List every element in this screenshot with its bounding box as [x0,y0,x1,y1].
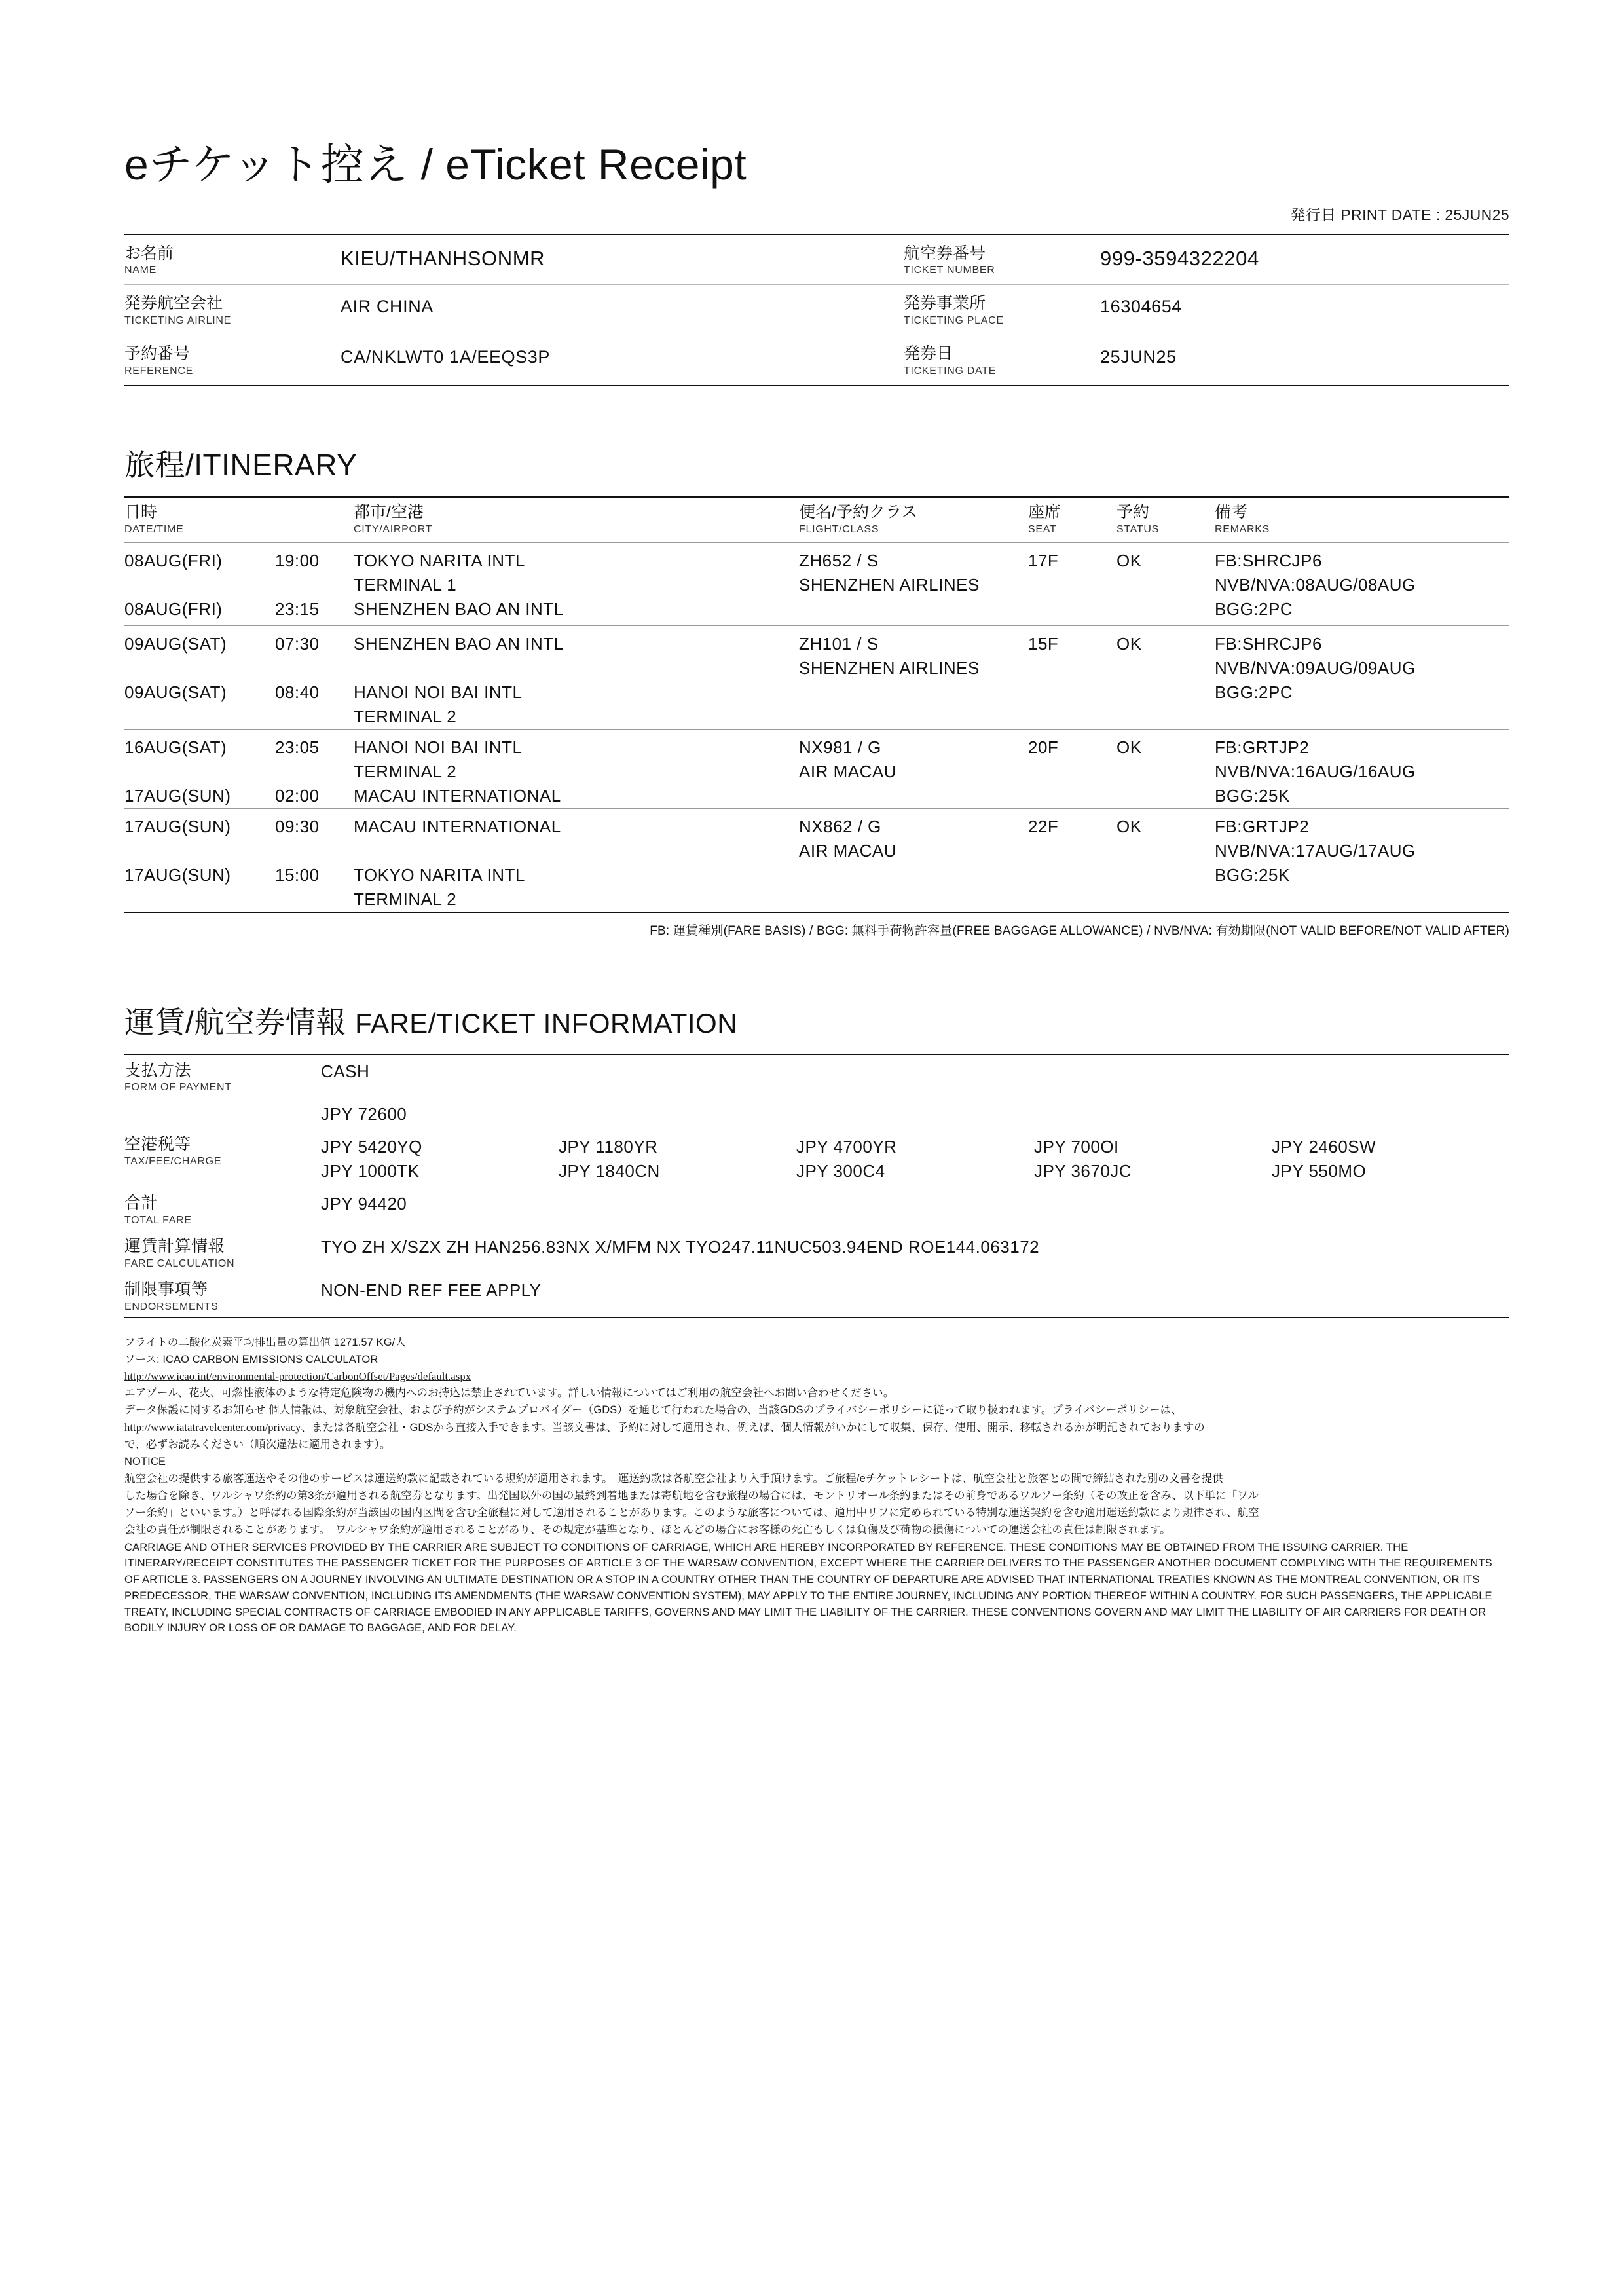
itinerary-segment [124,808,1509,912]
base-fare-value: JPY 72600 [321,1104,407,1124]
jp-notice-line-3: ソー条約」といいます。）と呼ばれる国際条約が当該国の国内区間を含む全旅程に対して適用されることがあります。このような旅客については、適用中リフに定められている特別な運送契約を含む適用運送約款により規律され、航空 [124,1506,1259,1519]
column-city-airport: 都市/空港 CITY/AIRPORT [354,502,433,535]
arrival-date: 17AUG(SUN) [124,864,231,885]
page-title-separator: / [408,140,446,189]
segment-arrival-terminal-row [124,887,1509,912]
operating-carrier: AIR MACAU [799,761,896,781]
reference-label: 予約番号 REFERENCE [124,344,193,377]
remark-validity: NVB/NVA:16AUG/16AUG [1215,761,1416,781]
itinerary-segment [124,542,1509,625]
dangerous-goods-notice: エアゾール、花火、可燃性液体のような特定危険物の機内へのお持込は禁止されています。詳しい情報についてはご利用の航空会社へお問い合わせください。 [124,1387,895,1399]
ticketing-airline-label: 発券航空会社 TICKETING AIRLINE [124,294,232,327]
departure-terminal [354,656,799,680]
booking-status: OK [1116,550,1142,570]
departure-date: 08AUG(FRI) [124,550,223,570]
fare-row-total [124,1187,1509,1231]
tax-item: JPY 1180YR [559,1137,658,1157]
departure-terminal [354,839,799,863]
remark-fare-basis: FB:GRTJP2 [1215,816,1310,836]
privacy-line-1: データ保護に関するお知らせ 個人情報は、対象航空会社、および予約がシステムプロバイダー（GDS）を通じて行われた場合の、当該GDSのプライバシーポリシーに従って取り扱われます。プライバシーポリシーは、 [124,1404,1182,1416]
co2-line-2: ソース: ICAO CARBON EMISSIONS CALCULATOR [124,1353,378,1365]
total-fare-value: JPY 94420 [321,1194,407,1214]
fare-row-endorsements [124,1274,1509,1318]
iata-privacy-link[interactable]: http://www.iatatravelcenter.com/privacy [124,1421,301,1434]
itinerary-heading-sep: / [185,447,194,482]
icao-link[interactable]: http://www.icao.int/environmental-protection/CarbonOffset/Pages/default.aspx [124,1370,471,1383]
endorsements-value: NON-END REF FEE APPLY [321,1280,542,1300]
itinerary-table [124,496,1509,912]
itinerary-legend: FB: 運賃種別(FARE BASIS) / BGG: 無料手荷物許容量(FREE BAGGAGE ALLOWANCE) / NVB/NVA: 有効期限(NOT VALID BEFORE/NOT VALID AFTER) [124,912,1509,938]
segment-arrival-row [124,863,1509,887]
payment-value: CASH [321,1061,370,1081]
tax-item: JPY 1000TK [321,1161,420,1181]
base-fare-label [124,1098,321,1128]
flight-number: ZH101 / S [799,633,879,654]
arrival-date: 09AUG(SAT) [124,682,227,702]
itinerary-header-row [124,497,1509,542]
fare-calculation-label: 運賃計算情報 FARE CALCULATION [124,1237,235,1269]
remark-baggage: BGG:2PC [1215,682,1293,702]
print-date-value: 25JUN25 [1445,206,1509,223]
column-status: 予約 STATUS [1116,502,1159,535]
jp-notice-line-1: 航空会社の提供する旅客運送やその他のサービスは運送約款に記載されている規約が適用されます。 運送約款は各航空会社より入手頂けます。ご旅程/eチケットレシートは、航空会社と旅客との間で締結された別の文書を提供 [124,1472,1223,1485]
arrival-time: 15:00 [275,864,320,885]
ticketing-date-label: 発券日 TICKETING DATE [904,344,997,377]
itinerary-heading [124,441,1509,485]
fare-calculation-value: TYO ZH X/SZX ZH HAN256.83NX X/MFM NX TYO247.11NUC503.94END ROE144.063172 [321,1237,1040,1257]
seat-number: 22F [1028,816,1059,836]
ticketing-place-value: 16304654 [1100,297,1182,317]
co2-line-1: フライトの二酸化炭素平均排出量の算出値 1271.57 KG/人 [124,1336,406,1348]
fare-table [124,1054,1509,1318]
fare-row-payment [124,1054,1509,1098]
tax-item: JPY 550MO [1272,1161,1367,1181]
arrival-city: TOKYO NARITA INTL [354,864,525,885]
segment-departure-row [124,542,1509,573]
ticket-number-label: 航空券番号 TICKET NUMBER [904,244,995,276]
fare-row-base [124,1098,1509,1128]
info-row-name [124,234,1509,285]
page-title-en: eTicket Receipt [445,140,747,189]
ticket-number-value: 999-3594322204 [1100,246,1259,270]
operating-carrier: SHENZHEN AIRLINES [799,657,980,678]
page-title-jp: eチケット控え [124,140,409,189]
remark-baggage: BGG:25K [1215,864,1290,885]
segment-departure-row [124,729,1509,760]
booking-status: OK [1116,737,1142,757]
seat-number: 17F [1028,550,1059,570]
remark-fare-basis: FB:SHRCJP6 [1215,550,1322,570]
notices-block [124,1335,1509,1637]
print-date-label: 発行日 PRINT DATE : [1290,206,1441,223]
booking-status: OK [1116,816,1142,836]
total-fare-label: 合計 TOTAL FARE [124,1194,192,1227]
segment-arrival-row [124,680,1509,705]
jp-notice-line-4: 会社の責任が制限されることがあります。 ワルシャワ条約が適用されることがあり、その規定が基準となり、ほとんどの場合にお客様の死亡もしくは負傷及び荷物の損傷についての運送会社の責任は制限されます。 [124,1523,1171,1536]
seat-number: 15F [1028,633,1059,654]
remark-validity: NVB/NVA:17AUG/17AUG [1215,840,1416,861]
passenger-info-table [124,234,1509,386]
fare-row-taxes [124,1128,1509,1187]
segment-arrival-terminal-row [124,705,1509,730]
arrival-date: 17AUG(SUN) [124,785,231,805]
departure-city: HANOI NOI BAI INTL [354,737,523,757]
arrival-time: 02:00 [275,785,320,805]
remark-baggage: BGG:2PC [1215,599,1293,619]
fare-row-calculation [124,1231,1509,1274]
ticketing-airline-value: AIR CHINA [341,297,434,317]
remark-fare-basis: FB:SHRCJP6 [1215,633,1322,654]
tax-item: JPY 300C4 [796,1161,885,1181]
column-seat: 座席 SEAT [1028,502,1061,535]
departure-date: 17AUG(SUN) [124,816,231,836]
print-date [124,203,1509,225]
segment-terminal-row [124,839,1509,863]
arrival-city: SHENZHEN BAO AN INTL [354,599,564,619]
booking-status: OK [1116,633,1142,654]
name-value: KIEU/THANHSONMR [341,246,545,270]
segment-departure-row [124,808,1509,839]
remark-validity: NVB/NVA:09AUG/09AUG [1215,657,1416,678]
segment-arrival-row [124,784,1509,809]
segment-terminal-row [124,656,1509,680]
departure-time: 07:30 [275,633,320,654]
arrival-city: MACAU INTERNATIONAL [354,785,561,805]
operating-carrier: AIR MACAU [799,840,896,861]
remark-baggage: BGG:25K [1215,785,1290,805]
remark-validity: NVB/NVA:08AUG/08AUG [1215,574,1416,595]
itinerary-heading-jp: 旅程 [124,447,185,482]
departure-time: 23:05 [275,737,320,757]
fare-heading [124,999,1509,1042]
tax-item: JPY 5420YQ [321,1137,422,1157]
departure-city: MACAU INTERNATIONAL [354,816,561,836]
segment-arrival-row [124,597,1509,621]
column-date-time: 日時 DATE/TIME [124,502,184,535]
tax-item: JPY 1840CN [559,1161,660,1181]
remark-fare-basis: FB:GRTJP2 [1215,737,1310,757]
payment-label: 支払方法 FORM OF PAYMENT [124,1061,232,1094]
departure-time: 09:30 [275,816,320,836]
segment-terminal-row [124,573,1509,597]
departure-date: 16AUG(SAT) [124,737,227,757]
ticketing-date-value: 25JUN25 [1100,347,1177,367]
info-row-reference [124,335,1509,386]
tax-grid [321,1135,1509,1183]
itinerary-segment [124,729,1509,808]
departure-terminal: TERMINAL 1 [354,574,457,595]
column-remarks: 備考 REMARKS [1215,502,1270,535]
endorsements-label: 制限事項等 ENDORSEMENTS [124,1280,219,1312]
arrival-city: HANOI NOI BAI INTL [354,682,523,702]
operating-carrier: SHENZHEN AIRLINES [799,574,980,595]
segment-terminal-row [124,760,1509,784]
jp-notice-line-2: した場合を除き、ワルシャワ条約の第3条が適用される航空券となります。出発国以外の国の最終到着地または寄航地を含む旅程の場合には、モントリオール条約またはその前身であるワルソー条約（その改正を含み、以下単に「ワル [124,1489,1259,1502]
itinerary-heading-en: ITINERARY [194,447,358,482]
privacy-line-2 [124,1420,1509,1436]
flight-number: NX981 / G [799,737,881,757]
fare-heading-en: FARE/TICKET INFORMATION [355,1007,738,1039]
tax-values [321,1128,1509,1187]
flight-number: ZH652 / S [799,550,879,570]
tax-item: JPY 4700YR [796,1137,897,1157]
name-label: お名前 NAME [124,244,174,276]
arrival-date: 08AUG(FRI) [124,599,223,619]
arrival-time: 23:15 [275,599,320,619]
page-title [124,141,1509,189]
seat-number: 20F [1028,737,1059,757]
notice-title: NOTICE [124,1456,166,1468]
ticketing-place-label: 発券事業所 TICKETING PLACE [904,294,1004,327]
arrival-terminal: TERMINAL 2 [354,706,457,726]
departure-city: SHENZHEN BAO AN INTL [354,633,564,654]
tax-item: JPY 2460SW [1272,1137,1376,1157]
itinerary-segment [124,625,1509,729]
tax-label: 空港税等 TAX/FEE/CHARGE [124,1135,222,1168]
en-notice: CARRIAGE AND OTHER SERVICES PROVIDED BY THE CARRIER ARE SUBJECT TO CONDITIONS OF CARRIAGE, WHICH ARE HEREBY INCORPORATED BY REFERENCE. THESE CONDITIONS MAY BE OBTAINED FROM THE ISSUING CARRIER. THE ITINERARY/RECEIPT CONSTITUTES THE PASSENGER TICKET FOR THE PURPOSES OF ARTICLE 3 OF THE WARSAW CONVENTION, EXCEPT WHERE THE CARRIER DELIVERS TO THE PASSENGER ANOTHER DOCUMENT COMPLYING WITH THE REQUIREMENTS OF ARTICLE 3. PASSENGERS ON A JOURNEY INVOLVING AN ULTIMATE DESTINATION OR A STOP IN A COUNTRY OTHER THAN THE COUNTRY OF DEPARTURE ARE ADVISED THAT INTERNATIONAL TREATIES KNOWN AS THE MONTREAL CONVENTION, OR ITS PREDECESSOR, THE WARSAW CONVENTION, INCLUDING ITS AMENDMENTS (THE WARSAW CONVENTION SYSTEM), MAY APPLY TO THE ENTIRE JOURNEY, INCLUDING ANY PORTION THEREOF WITHIN A COUNTRY. FOR SUCH PASSENGERS, THE APPLICABLE TREATY, INCLUDING SPECIAL CONTRACTS OF CARRIAGE EMBODIED IN ANY APPLICABLE TARIFFS, GOVERNS AND MAY LIMIT THE LIABILITY OF THE CARRIER. THESE CONVENTIONS GOVERN AND MAY LIMIT THE LIABILITY OF AIR CARRIERS FOR DEATH OR BODILY INJURY OR LOSS OF OR DAMAGE TO BAGGAGE, AND FOR DELAY. [124,1541,1492,1635]
privacy-line-2-text: 、または各航空会社・GDSから直接入手できます。当該文書は、予約に対して適用され、例えば、個人情報がいかにして収集、保存、使用、開示、移転されるかが明記されておりますの [301,1422,1205,1434]
segment-departure-row [124,625,1509,656]
reference-value: CA/NKLWT0 1A/EEQS3P [341,347,551,367]
arrival-time: 08:40 [275,682,320,702]
column-flight-class: 便名/予約クラス FLIGHT/CLASS [799,502,918,535]
fare-heading-jp: 運賃/航空券情報 [124,1005,346,1039]
info-row-airline [124,285,1509,335]
departure-terminal: TERMINAL 2 [354,761,457,781]
flight-number: NX862 / G [799,816,881,836]
departure-date: 09AUG(SAT) [124,633,227,654]
tax-item: JPY 700OI [1034,1137,1119,1157]
departure-time: 19:00 [275,550,320,570]
tax-item: JPY 3670JC [1034,1161,1132,1181]
arrival-terminal: TERMINAL 2 [354,889,457,909]
departure-city: TOKYO NARITA INTL [354,550,525,570]
privacy-line-3: で、必ずお読みください（順次違法に適用されます）。 [124,1439,391,1451]
